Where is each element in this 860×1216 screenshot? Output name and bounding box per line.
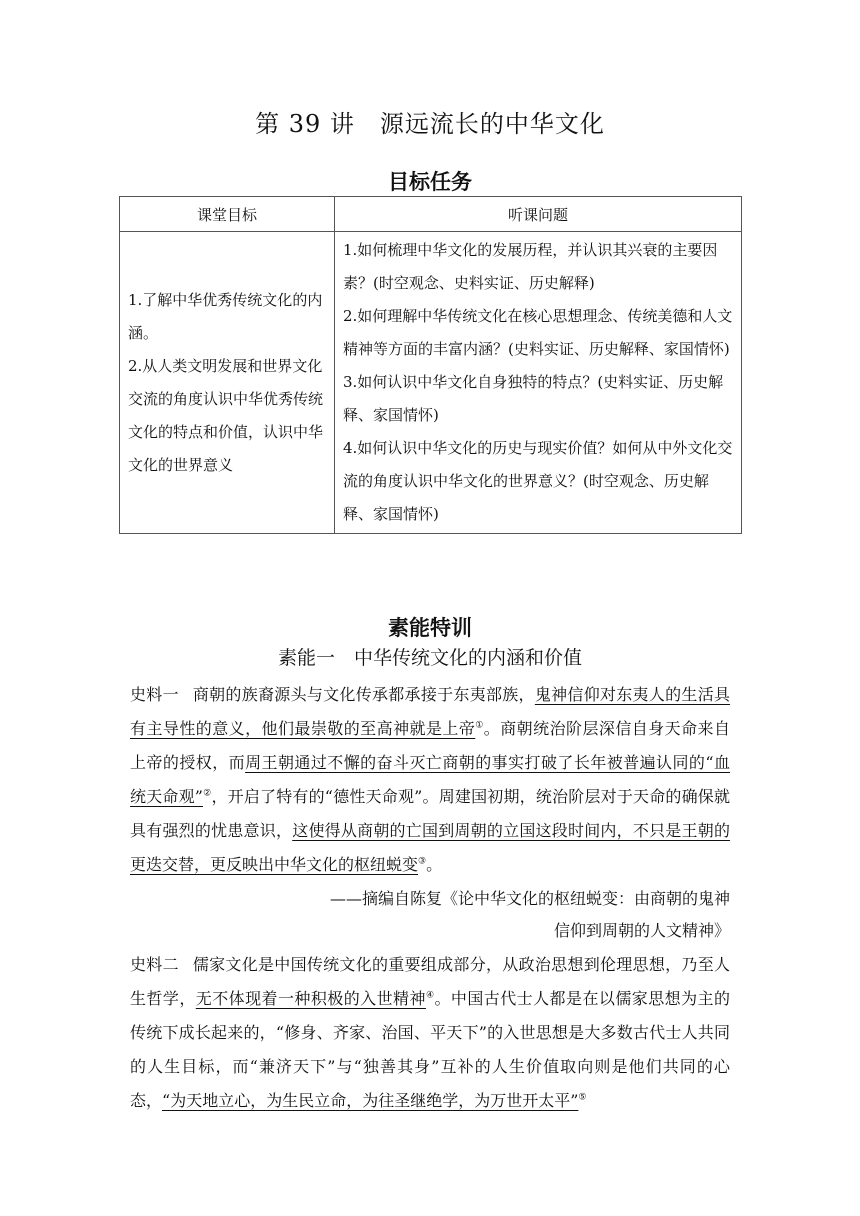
training-heading: 素能特训 (388, 616, 472, 640)
source-text: ，开启了特有的“德性天命观”。周建国初期，统治阶层对于天命的确保就具有强烈的忧患意识， (130, 787, 730, 840)
source-text: 。 (426, 855, 443, 874)
citation-line: ——摘编自陈复《论中华文化的枢纽蜕变：由商朝的鬼神 (329, 889, 730, 908)
source-text: 儒家文化是中国传统文化的重要组成部分，从政治思想到伦理思想，乃至人生哲学， (130, 955, 730, 1008)
source-text: 。中国古代士人都是在以儒家思想为主的传统下成长起来的，“修身、齐家、治国、平天下”的入世思想是大多数古代士人共同的人生目标，而“兼济天下”与“独善其身”互补的人生价值取向则是他们共同的心态， (130, 989, 730, 1110)
underlined-text: 无不体现着一种积极的入世精神 (195, 989, 426, 1008)
page-title: 第 39 讲 源远流长的中华文化 (255, 110, 605, 138)
footnote-marker: ③ (418, 856, 427, 867)
underlined-text: 周王朝通过不懈的奋斗灭亡商朝的事实打破了长年被普遍认同的“血统天命观” (130, 753, 730, 806)
goals-table (119, 196, 742, 534)
goals-heading: 目标任务 (388, 170, 472, 194)
col-header-questions: 听课问题 (335, 197, 742, 232)
footnote-marker: ② (202, 788, 212, 799)
question-item: 2.如何理解中华传统文化在核心思想理念、传统美德和人文精神等方面的丰富内涵？(史料实证、历史解释、家国情怀) (343, 307, 733, 358)
source-one-paragraph (130, 678, 730, 882)
question-item: 3.如何认识中华文化自身独特的特点？(史料实证、历史解释、家国情怀) (343, 373, 724, 424)
underlined-text: 这使得从商朝的亡国到周朝的立国这段时间内，不只是王朝的更迭交替，更反映出中华文化的枢纽蜕变 (130, 821, 730, 874)
goal-item: 1.了解中华优秀传统文化的内涵。 (128, 290, 323, 342)
table-row (120, 232, 742, 534)
citation-line: 信仰到周朝的人文精神》 (553, 921, 730, 940)
table-header-row (120, 197, 742, 232)
goal-item: 2.从人类文明发展和世界文化交流的角度认识中华优秀传统文化的特点和价值，认识中华文化的世界意义 (128, 356, 324, 474)
source-text: 。商朝统治阶层深信自身天命来自上帝的授权，而 (130, 719, 730, 772)
question-item: 4.如何认识中华文化的历史与现实价值？如何从中外文化交流的角度认识中华文化的世界意义？(时空观念、历史解释、家国情怀) (343, 439, 733, 523)
source-label: 史料一 (130, 685, 179, 704)
goals-cell (120, 232, 335, 534)
footnote-marker: ④ (425, 990, 435, 1001)
source-text: 商朝的族裔源头与文化传承都承接于东夷部族， (192, 685, 535, 704)
underlined-text: 鬼神信仰对东夷人的生活具有主导性的意义，他们最崇敬的至高神就是上帝 (130, 685, 730, 738)
col-header-goals: 课堂目标 (120, 197, 335, 232)
questions-cell (335, 232, 742, 534)
footnote-marker: ① (475, 720, 484, 731)
question-item: 1.如何梳理中华文化的发展历程，并认识其兴衰的主要因素？(时空观念、史料实证、历史解释) (343, 241, 718, 292)
source-two-paragraph (130, 948, 730, 1118)
topic-heading: 素能一 中华传统文化的内涵和价值 (277, 647, 582, 669)
footnote-marker: ⑤ (578, 1092, 587, 1103)
underlined-text: “为天地立心，为生民立命，为往圣继绝学，为万世开太平” (162, 1091, 579, 1110)
source-label: 史料二 (130, 955, 179, 974)
